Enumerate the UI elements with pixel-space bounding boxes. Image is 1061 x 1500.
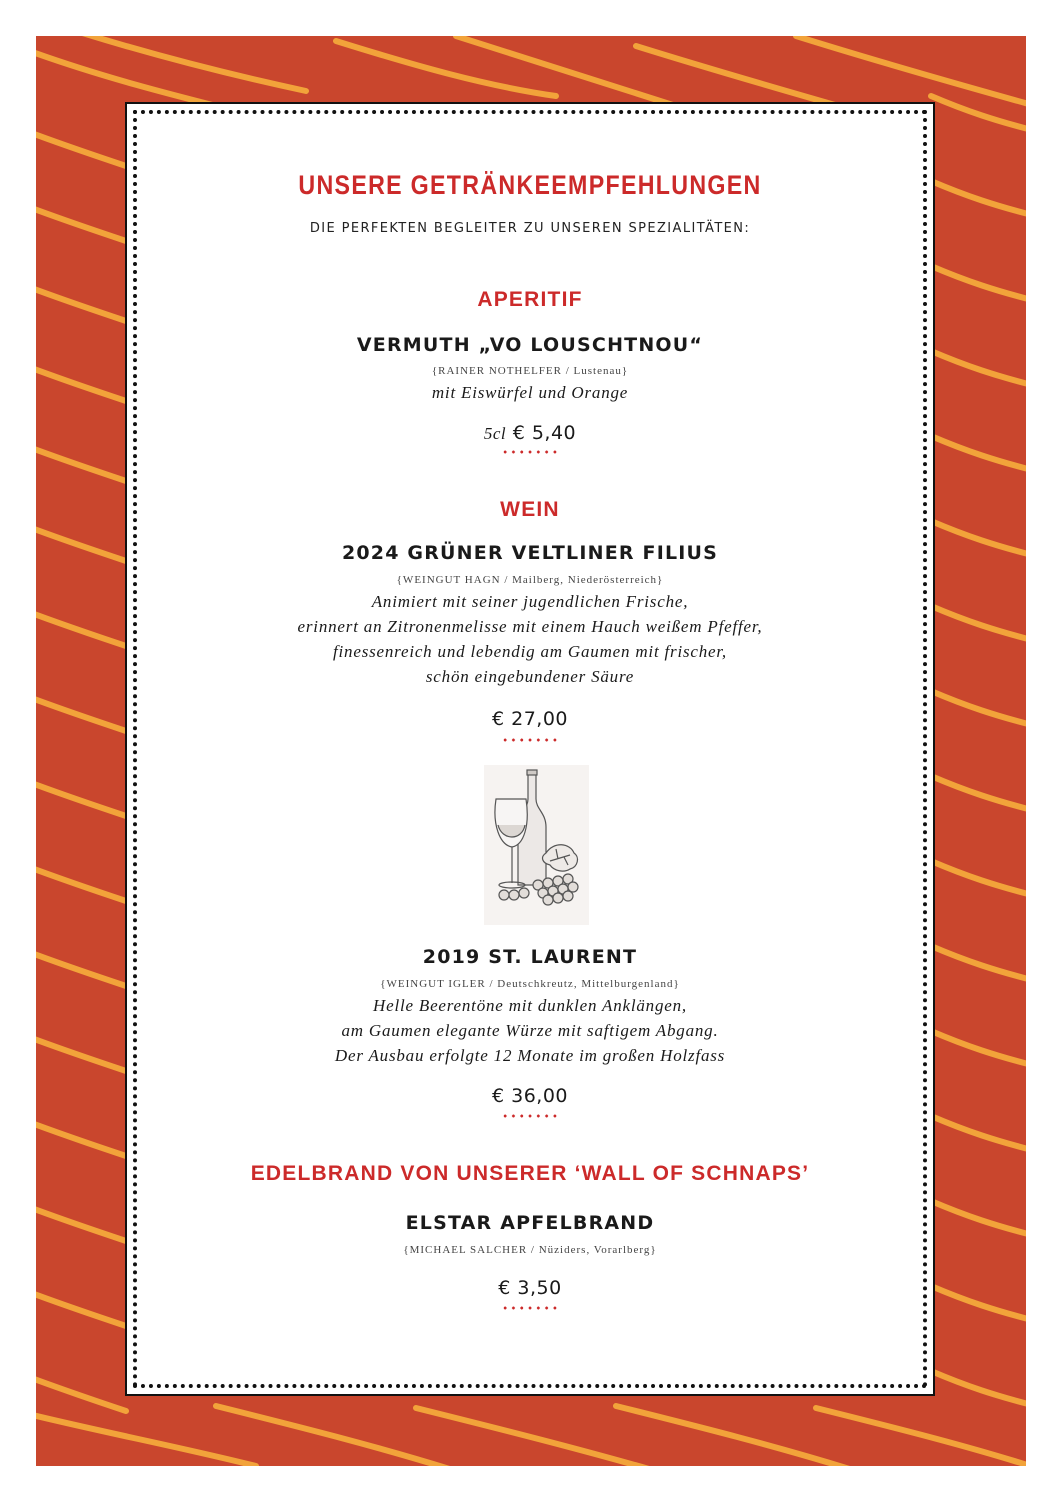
item-producer-st-laurent: {WEINGUT IGLER / Deutschkreutz, Mittelburgenland} (380, 978, 680, 990)
item-description-vermuth (127, 380, 933, 405)
page-subtitle: DIE PERFEKTEN BEGLEITER ZU UNSEREN SPEZIALITÄTEN: (309, 221, 751, 236)
section-title-wein: WEIN (500, 498, 560, 521)
menu-card (125, 102, 935, 1396)
price-divider-dots (501, 1114, 559, 1118)
item-price-st-laurent: € 36,00 (491, 1085, 569, 1107)
description-line: schön eingebundener Säure (425, 667, 635, 686)
description-line: finessenreich und lebendig am Gaumen mit frischer, (333, 642, 727, 661)
item-name-gruener-veltliner: 2024 GRÜNER VELTLINER FILIUS (341, 542, 719, 564)
item-price-elstar-apfelbrand: € 3,50 (498, 1277, 562, 1299)
wine-bottle-glass-grapes-icon (484, 765, 589, 925)
description-line: am Gaumen elegante Würze mit saftigem Abgang. (341, 1021, 719, 1040)
section-title-edelbrand: EDELBRAND VON UNSERER ‘WALL OF SCHNAPS’ (250, 1162, 810, 1185)
description-line: erinnert an Zitronenmelisse mit einem Hauch weißem Pfeffer, (297, 617, 763, 636)
price-divider-dots (501, 738, 559, 742)
section-title-aperitif: APERITIF (477, 288, 583, 311)
page-title: UNSERE GETRÄNKEEMPFEHLUNGEN (298, 170, 762, 200)
price-value: € 5,40 (512, 422, 577, 444)
item-producer-elstar-apfelbrand: {MICHAEL SALCHER / Nüziders, Vorarlberg} (403, 1244, 657, 1256)
description-line: Animiert mit seiner jugendlichen Frische, (371, 592, 689, 611)
item-description-st-laurent (127, 993, 933, 1068)
item-price-gruener-veltliner: € 27,00 (491, 708, 569, 730)
item-description-gruener-veltliner (127, 589, 933, 689)
item-producer-gruener-veltliner: {WEINGUT HAGN / Mailberg, Niederösterreich} (396, 574, 664, 586)
description-line: Der Ausbau erfolgte 12 Monate im großen Holzfass (334, 1046, 726, 1065)
price-divider-dots (501, 1306, 559, 1310)
item-producer-vermuth: {RAINER NOTHELFER / Lustenau} (431, 365, 629, 377)
description-line: mit Eiswürfel und Orange (431, 383, 629, 402)
item-name-elstar-apfelbrand: ELSTAR APFELBRAND (405, 1212, 655, 1234)
item-name-st-laurent: 2019 ST. LAURENT (422, 946, 638, 968)
price-unit: 5cl (483, 424, 507, 443)
price-divider-dots (501, 450, 559, 454)
item-name-vermuth: VERMUTH „VO LOUSCHTNOU“ (356, 334, 704, 356)
item-price-vermuth (127, 422, 933, 444)
description-line: Helle Beerentöne mit dunklen Anklängen, (373, 996, 687, 1015)
